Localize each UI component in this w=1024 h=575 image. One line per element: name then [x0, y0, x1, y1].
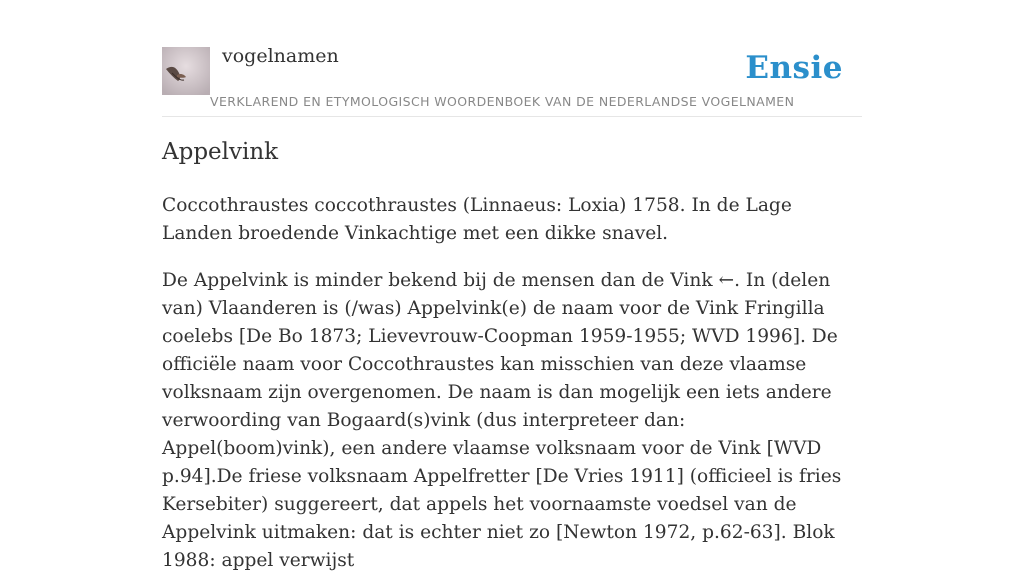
entry-paragraph-1: Coccothraustes coccothraustes (Linnaeus: Loxia) 1758. In de Lage Landen broedende Vinkachtige met een dikke snavel.: [162, 195, 792, 244]
entry-paragraph-2: De Appelvink is minder bekend bij de mensen dan de Vink ←. In (delen van) Vlaanderen is (/was) Appelvink(e) de naam voor de Vink Fringilla coelebs [De Bo 1873; Lievevrouw-Coopman 1959-1955; WVD 1996]. De officiële naam voor Coccothraustes kan misschien van deze vlaamse volksnaam zijn overgenomen. De naam is dan mogelijk een iets andere verwoording van Bogaard(s)vink (dus interpreteer dan: Appel(boom)vink), een andere vlaamse volksnaam voor de Vink [WVD p.94].De friese volksnaam Appelfretter [De Vries 1911] (officieel is fries Kersebiter) suggereert, dat appels het voornaamste voedsel van de Appelvink uitmaken: dat is echter niet zo [Newton 1972, p.62-63]. Blok 1988: appel verwijst: [162, 270, 842, 571]
page: [162, 0, 862, 571]
site-subtitle: VERKLAREND EN ETYMOLOGISCH WOORDENBOEK VAN DE NEDERLANDSE VOGELNAMEN: [210, 94, 795, 109]
ensie-logo[interactable]: Ensie: [745, 50, 843, 86]
avatar[interactable]: [162, 47, 210, 95]
bird-in-flight-icon: [162, 47, 210, 95]
site-header: [162, 0, 862, 117]
entry-title: Appelvink: [162, 139, 279, 165]
site-name-link[interactable]: vogelnamen: [222, 45, 339, 67]
